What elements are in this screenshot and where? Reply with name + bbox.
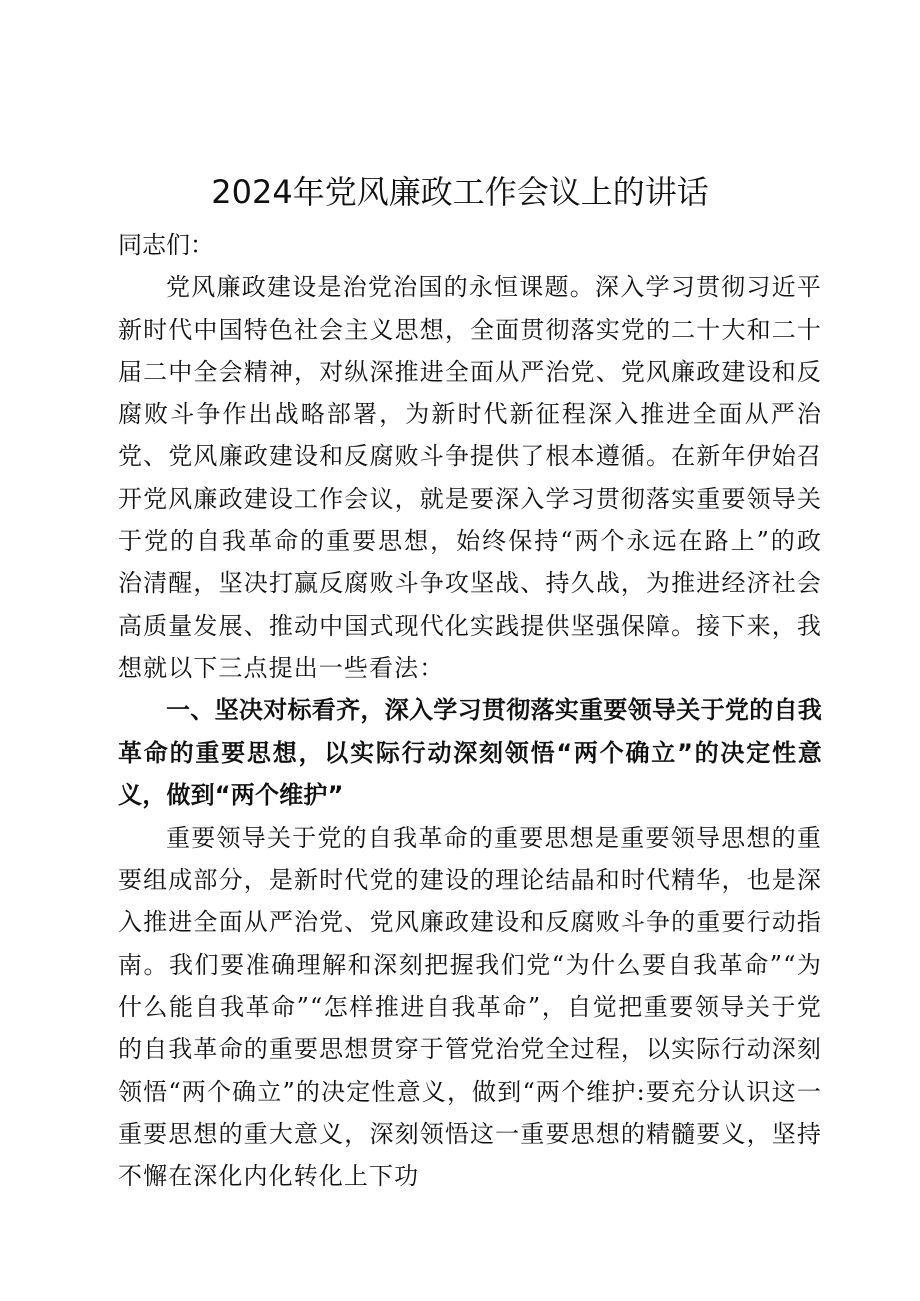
section-heading: 一、坚决对标看齐，深入学习贯彻落实重要领导关于党的自我革命的重要思想，以实际行动深刻领悟“两个确立”的决定性意义，做到“两个维护” <box>118 696 822 810</box>
document-body <box>118 224 822 1197</box>
document-title: 2024年党风廉政工作会议上的讲话 <box>211 173 709 211</box>
salutation: 同志们： <box>118 231 214 259</box>
intro-paragraph: 党风廉政建设是治党治国的永恒课题。深入学习贯彻习近平新时代中国特色社会主义思想，全面贯彻落实党的二十大和二十届二中全会精神，对纵深推进全面从严治党、党风廉政建设和反腐败斗争作出战略部署，为新时代新征程深入推进全面从严治党、党风廉政建设和反腐败斗争提供了根本遵循。在新年伊始召开党风廉政建设工作会议，就是要深入学习贯彻落实重要领导关于党的自我革命的重要思想，始终保持“两个永远在路上”的政治清醒，坚决打赢反腐败斗争攻坚战、持久战，为推进经济社会高质量发展、推动中国式现代化实践提供坚强保障。接下来，我想就以下三点提出一些看法： <box>118 273 822 682</box>
section-paragraph: 重要领导关于党的自我革命的重要思想是重要领导思想的重要组成部分，是新时代党的建设的理论结晶和时代精华，也是深入推进全面从严治党、党风廉政建设和反腐败斗争的重要行动指南。我们要准确理解和深刻把握我们党“为什么要自我革命”“为什么能自我革命”“怎样推进自我革命”，自觉把重要领导关于党的自我革命的重要思想贯穿于管党治党全过程，以实际行动深刻领悟“两个确立”的决定性意义，做到“两个维护:要充分认识这一重要思想的重大意义，深刻领悟这一重要思想的精髓要义，坚持不懈在深化内化转化上下功 <box>118 823 822 1191</box>
